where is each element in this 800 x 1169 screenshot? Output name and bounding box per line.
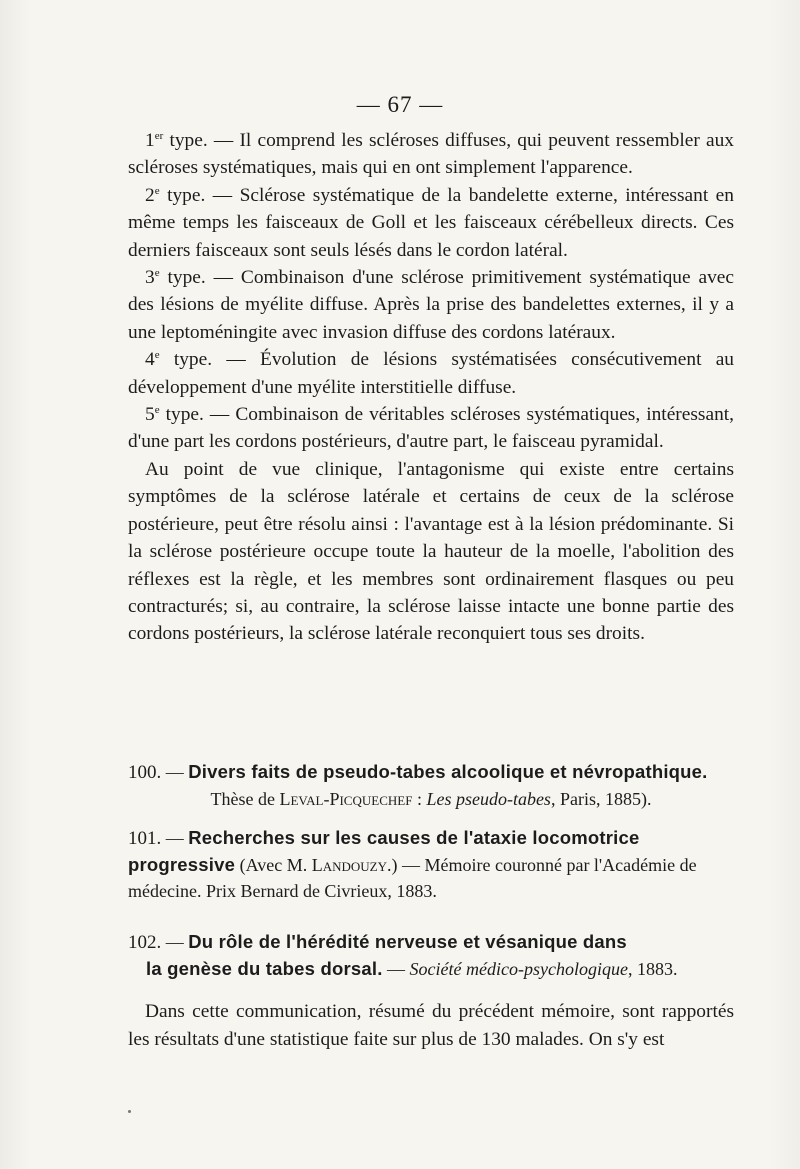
types-section [128, 127, 734, 648]
type-paragraph-3: 3e type. — Combinaison d'une sclérose primitivement systématique avec des lésions de myélite diffuse. Après la prise des bandelettes externes, il y a une leptoméningite avec invasion diffuse des cordons latéraux. [128, 267, 734, 343]
entry-title: Recherches sur les causes de l'ataxie locomotrice progressive [128, 827, 640, 875]
entry-number: 100. [128, 762, 162, 783]
bibliography-entry-102: 102. — Du rôle de l'hérédité nerveuse et vésanique dans la genèse du tabes dorsal. — Société médico-psychologique, 1883. [128, 931, 678, 979]
type-paragraph-5: 5e type. — Combinaison de véritables scléroses systématiques, intéressant, d'une part les cordons postérieurs, d'autre part, le faisceau pyramidal. [128, 404, 734, 453]
closing-section [128, 998, 734, 1054]
bibliography-entry-101: 101. — Recherches sur les causes de l'ataxie locomotrice progressive (Avec M. Landouzy.) — Mémoire couronné par l'Académie de médecine. Prix Bernard de Civrieux, 1883. [128, 827, 697, 901]
page-number: — 67 — [356, 92, 444, 117]
print-speck [128, 1110, 131, 1113]
entry-title: Du rôle de l'hérédité nerveuse et vésanique dans [188, 931, 627, 952]
type-paragraph-2: 2e type. — Sclérose systématique de la bandelette externe, intéressant en même temps les faisceaux de Goll et les faisceaux cérébelleux directs. Ces derniers faisceaux sont seuls lésés dans le cordon latéral. [128, 184, 734, 261]
bibliography-entry-100: 100. — Divers faits de pseudo-tabes alcoolique et névropathique. Thèse de Leval-Picquechef : Les pseudo-tabes, Paris, 1885). [128, 759, 734, 812]
entry-journal: Société médico-psychologique [409, 959, 628, 979]
entry-citation: Thèse de Leval-Picquechef : Les pseudo-tabes, Paris, 1885). [210, 789, 652, 809]
clinical-paragraph: Au point de vue clinique, l'antagonisme qui existe entre certains symptômes de la sclérose latérale et certains de ceux de la sclérose postérieure, peut être résolu ainsi : l'avantage est à la lésion prédominante. Si la sclérose postérieure occupe toute la hauteur de la moelle, l'abolition des réflexes est la règle, et les membres sont ordinairement flasques ou peu contracturés; si, au contraire, la sclérose laisse intacte une bonne partie des cordons postérieurs, la sclérose latérale reconquiert tous ses droits. [128, 458, 734, 645]
entry-title-continued: la genèse du tabes dorsal. [146, 958, 383, 979]
type-paragraph-1: 1er type. — Il comprend les scléroses diffuses, qui peuvent ressembler aux scléroses systématiques, mais qui en ont simplement l'apparence. [128, 130, 734, 179]
type-paragraph-4: 4e type. — Évolution de lésions systématisées consécutivement au développement d'une myélite interstitielle diffuse. [128, 349, 734, 398]
entry-title: Divers faits de pseudo-tabes alcoolique et névropathique. [188, 761, 708, 782]
closing-paragraph: Dans cette communication, résumé du précédent mémoire, sont rapportés les résultats d'une statistique faite sur plus de 130 malades. On s'y est [128, 1001, 734, 1050]
entry-number: 102. [128, 932, 162, 953]
entry-number: 101. [128, 828, 162, 849]
entry-citation: Mémoire couronné par l'Académie de médecine. Prix Bernard de Civrieux, 1883. [128, 855, 697, 901]
